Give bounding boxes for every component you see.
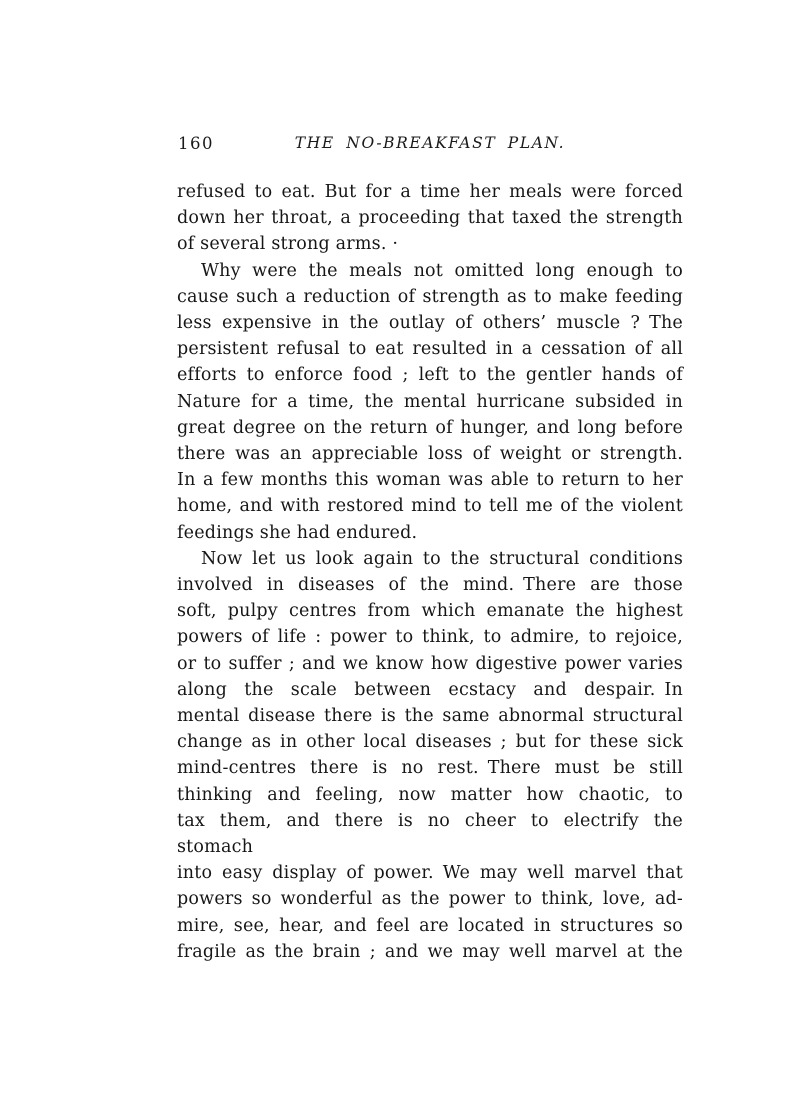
running-title: THE NO-BREAKFAST PLAN. (294, 134, 566, 152)
text-line: powers so wonderful as the power to think, love, ad- (177, 889, 683, 910)
text-line: or to suffer ; and we know how digestive power varies (177, 653, 683, 674)
text-line: along the scale between ecstacy and despair. In (177, 679, 683, 700)
text-line: of several strong arms. · (177, 234, 399, 255)
text-line: mental disease there is the same abnormal structural (177, 706, 683, 727)
text-line: thinking and feeling, now matter how chaotic, to (177, 784, 683, 805)
text-line: efforts to enforce food ; left to the gentler hands of (177, 365, 683, 386)
page-header (177, 134, 683, 156)
text-line: mind-centres there is no rest. There must be still (177, 758, 683, 779)
text-line: fragile as the brain ; and we may well marvel at the (177, 941, 683, 962)
text-line: Why were the meals not omitted long enough to (201, 260, 683, 281)
text-line: refused to eat. But for a time her meals were forced (177, 182, 683, 202)
text-line: home, and with restored mind to tell me of the violent (177, 496, 683, 517)
text-line: cause such a reduction of strength as to make feeding (177, 286, 683, 307)
text-line: tax them, and there is no cheer to electrify the stomach (177, 810, 683, 858)
text-line: soft, pulpy centres from which emanate the highest (177, 601, 683, 622)
text-line: In a few months this woman was able to return to her (177, 470, 683, 491)
paragraph (177, 258, 683, 546)
text-line: change as in other local diseases ; but for these sick (177, 732, 683, 753)
page-number: 160 (178, 134, 214, 153)
text-line: powers of life : power to think, to admire, to rejoice, (177, 627, 683, 648)
paragraph (177, 179, 683, 258)
text-line: down her throat, a proceeding that taxed the strength (177, 208, 683, 229)
text-line: Now let us look again to the structural conditions (201, 548, 683, 569)
text-line: mire, see, hear, and feel are located in structures so (177, 915, 683, 936)
page-body (177, 179, 683, 965)
text-line: great degree on the return of hunger, and long before (177, 417, 683, 438)
text-line: persistent refusal to eat resulted in a cessation of all (177, 339, 683, 360)
text-line: there was an appreciable loss of weight or strength. (177, 444, 683, 465)
text-line: into easy display of power. We may well marvel that (177, 863, 683, 884)
text-line: involved in diseases of the mind. There are those (177, 575, 683, 596)
text-line: less expensive in the outlay of others’ muscle ? The (177, 313, 683, 334)
text-block (177, 134, 683, 965)
text-line: Nature for a time, the mental hurricane subsided in (177, 391, 683, 412)
text-line: feedings she had endured. (177, 522, 418, 543)
paragraph (177, 546, 683, 965)
